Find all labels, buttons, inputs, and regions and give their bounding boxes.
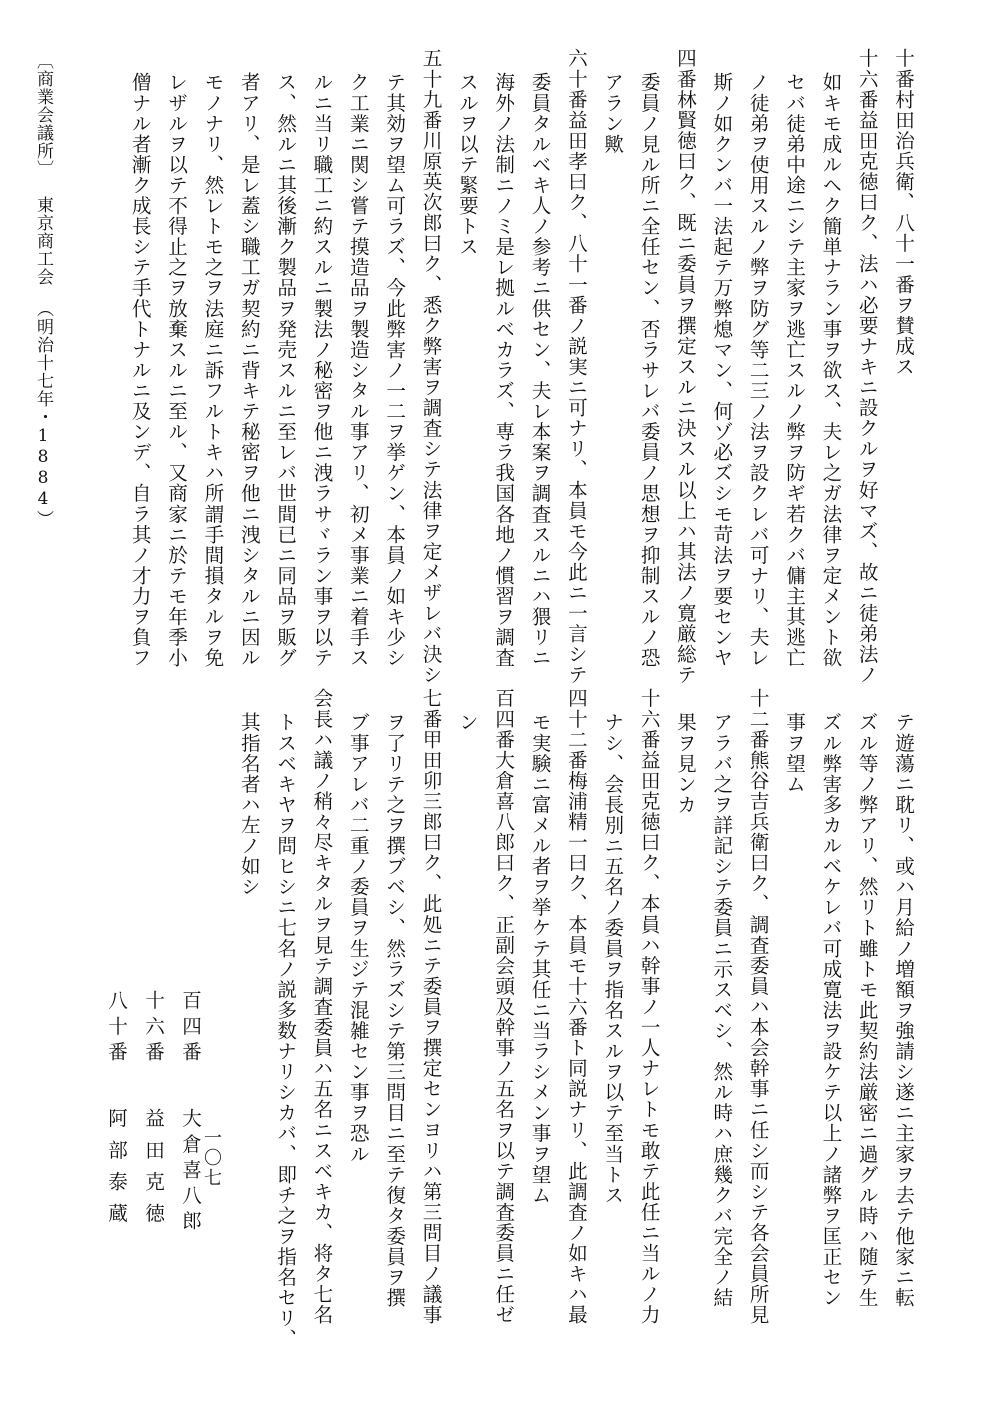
text-column: ス、然ルニ其後漸ク製品ヲ発売スルニ至レバ世間已ニ同品ヲ販グ	[273, 72, 297, 668]
text-column: 十番村田治兵衛、八十一番ヲ賛成ス	[891, 48, 915, 377]
text-column: セバ徒弟中途ニシテ主家ヲ逃亡スルノ弊ヲ防ギ若クバ傭主其逃亡	[782, 72, 806, 668]
text-column: 四番林賢徳曰ク、既ニ委員ヲ撰定スルニ決スル以上ハ其法ノ寛厳総テ	[673, 48, 697, 686]
text-column: モ実験ニ富メル者ヲ挙ケテ其任ニ当ラシメン事ヲ望ム	[528, 712, 552, 1206]
text-column: ブ事アレバ二重ノ委員ヲ生ジテ混雑セン事ヲ恐ル	[346, 712, 370, 1165]
text-column: ルニ当リ職工ニ約スルニ製法ノ秘密ヲ他ニ洩ラサヾラン事ヲ以テ	[309, 72, 333, 668]
footer-date: （明治十七年・1884）	[33, 300, 53, 528]
text-column: ズル等ノ弊アリ、然リト雖トモ此契約法厳密ニ過グル時ハ随テ生	[855, 712, 879, 1308]
text-column: 十六番益田克徳曰ク、法ハ必要ナキニ設クルヲ好マズ、故ニ徒弟法ノ	[855, 48, 879, 686]
text-column: 果ヲ見ンカ	[673, 712, 697, 815]
text-column: 海外ノ法制ニノミ是レ拠ルベカラズ、専ラ我国各地ノ慣習ヲ調査	[491, 72, 515, 668]
text-column: テ遊蕩ニ耽リ、或ハ月給ノ増額ヲ強請シ遂ニ主家ヲ去テ他家ニ転	[891, 712, 915, 1308]
text-column: アラン歟	[600, 72, 624, 155]
text-column: 僧ナル者漸ク成長シテ手代トナルニ及ンデ、自ラ其ノ才力ヲ負フ	[128, 72, 152, 668]
text-column: レザルヲ以テ不得止之ヲ放棄スルニ至ル、又商家ニ於テモ年季小	[164, 72, 188, 668]
text-column: 五十九番川原英次郎曰ク、悉ク弊害ヲ調査シテ法律ヲ定メザレバ決シ	[419, 48, 443, 686]
member-name: 大倉喜八郎	[178, 1108, 202, 1236]
text-column: 如キモ成ルヘク簡単ナラン事ヲ欲ス、夫レ之ガ法律ヲ定メント欲	[818, 72, 842, 668]
text-column: アラバ之ヲ詳記シテ委員ニ示スベシ、然ル時ハ庶幾クバ完全ノ結	[709, 712, 733, 1308]
text-column: ク工業ニ関シ嘗テ摸造品ヲ製造シタル事アリ、初メ事業ニ着手ス	[346, 72, 370, 668]
text-column: 者アリ、是レ蓋シ職工ガ契約ニ背キテ秘密ヲ他ニ洩シタルニ因ル	[237, 72, 261, 668]
page-number: 一〇七	[201, 1128, 222, 1188]
source-footer	[34, 52, 51, 528]
member-number: 百四番	[178, 990, 202, 1067]
text-column: ズル弊害多カルベケレバ可成寛法ヲ設ケテ以上ノ諸弊ヲ匡正セン	[818, 712, 842, 1308]
member-name: 益田克徳	[141, 1108, 165, 1235]
text-column: ン	[455, 712, 479, 733]
member-number: 八十番	[104, 990, 128, 1067]
member-number: 十六番	[141, 990, 165, 1067]
text-column: 七番甲田卯三郎曰ク、此処ニテ委員ヲ撰定センヨリハ第三問目ノ議事	[419, 688, 443, 1326]
text-column: ノ徒弟ヲ使用スルノ弊ヲ防グ等二三ノ法ヲ設クレバ可ナリ、夫レ	[746, 72, 770, 668]
member-name: 阿部泰蔵	[104, 1108, 128, 1235]
footer-organization: 東京商工会	[33, 196, 53, 286]
text-column: モノナリ、然レトモ之ヲ法庭ニ訴フルトキハ所謂手間損タルヲ免	[200, 72, 224, 668]
text-column: 十二番熊谷吉兵衛曰ク、調査委員ハ本会幹事ニ任シ而シテ各会員所見	[746, 688, 770, 1326]
text-column: 百四番大倉喜八郎曰ク、正副会頭及幹事ノ五名ヲ以テ調査委員ニ任ゼ	[491, 688, 515, 1326]
footer-source: 〔商業会議所〕	[33, 52, 53, 178]
text-column: 四十二番梅浦精一曰ク、本員モ十六番ト同説ナリ、此調査ノ如キハ最	[564, 688, 588, 1326]
text-column: 斯ノ如クンバ一法起テ万弊熄マン、何ゾ必ズシモ苛法ヲ要センヤ	[709, 72, 733, 668]
text-column: ヲ了リテ之ヲ撰ブベシ、然ラズシテ第三問目ニ至テ復タ委員ヲ撰	[382, 712, 406, 1308]
text-column: スルヲ以テ緊要トス	[455, 72, 479, 257]
text-column: 会長ハ議ノ稍々尽キタルヲ見テ調査委員ハ五名ニスベキカ、将タ七名	[309, 688, 333, 1326]
text-column: ナシ、会長別ニ五名ノ委員ヲ指名スルヲ以テ至当トス	[600, 712, 624, 1206]
text-column: 委員タルベキ人ノ参考ニ供セン、夫レ本案ヲ調査スルニハ猥リニ	[528, 72, 552, 668]
text-column: トスベキヤヲ問ヒシニ七名ノ説多数ナリシカバ、即チ之ヲ指名セリ、	[273, 712, 297, 1350]
text-column: テ其効ヲ望ム可ラズ、今此弊害ノ一二ヲ挙ゲン、本員ノ如キ少シ	[382, 72, 406, 668]
text-column: 六十番益田孝曰ク、八十一番ノ説実ニ可ナリ、本員モ今此ニ一言シテ	[564, 48, 588, 686]
text-column: 事ヲ望ム	[782, 712, 806, 795]
text-column: 十六番益田克徳曰ク、本員ハ幹事ノ一人ナレトモ敢テ此任ニ当ルノ力	[637, 688, 661, 1326]
text-column: 委員ノ見ル所ニ全任セン、否ラサレバ委員ノ思想ヲ抑制スルノ恐	[637, 72, 661, 668]
text-column: 其指名者ハ左ノ如シ	[237, 712, 261, 897]
